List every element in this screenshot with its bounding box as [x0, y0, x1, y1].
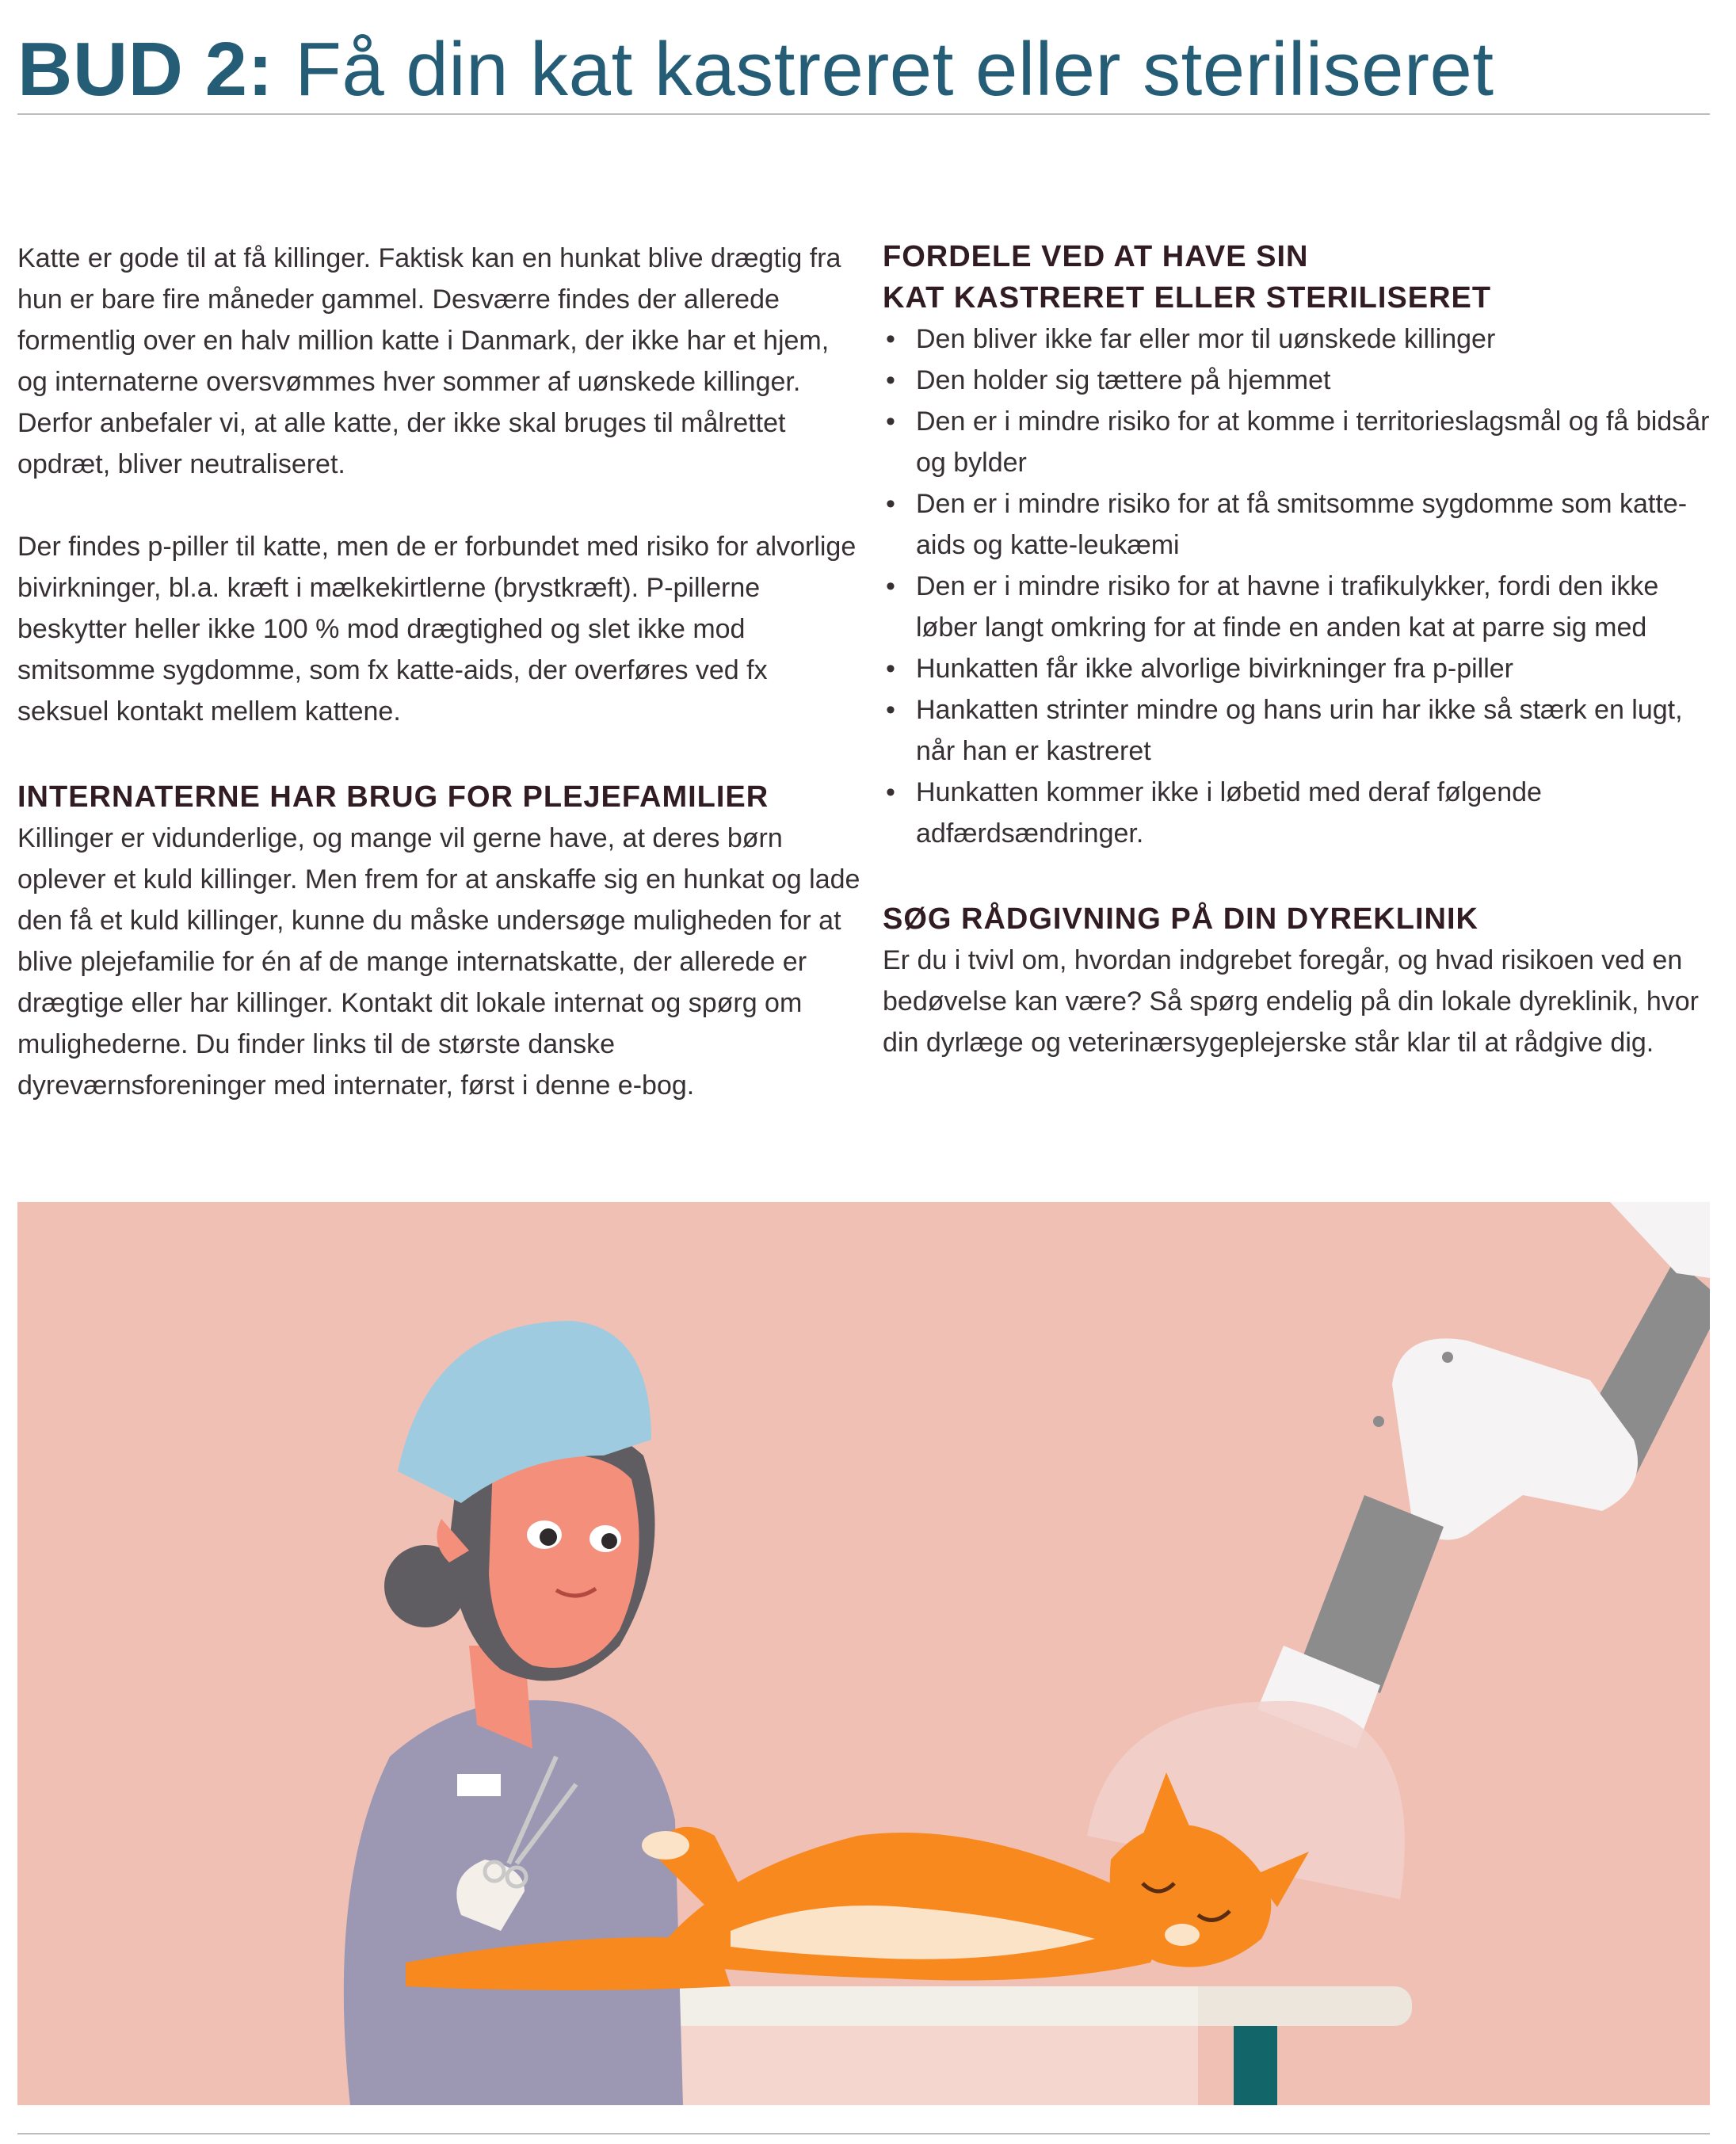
bullet-icon: • [886, 654, 895, 684]
list-item: • Den er i mindre risiko for at komme i territorieslagsmål og få bidsår og bylder [883, 401, 1715, 483]
lamp-top-joint [1610, 1202, 1710, 1278]
foster-paragraph: Killinger er vidunderlige, og mange vil gerne have, at deres børn oplever et kuld killinger. Men frem for at anskaffe sig en hunkat og lade den få et kuld killinger, kunne du måske undersøge muligheden for at blive plejefamilie for én af de mange internatskatte, der allerede er drægtige eller har killinger. Kontakt dit lokale internat og spørg om mulighederne. Du finder links til de største danske dyreværnsforeninger med internater, først i denne e-bog. [17, 823, 860, 1101]
list-item: • Den bliver ikke far eller mor til uønskede killinger [883, 319, 1715, 360]
vet-illustration [17, 1202, 1710, 2105]
title-divider [17, 113, 1710, 115]
intro-paragraph: Katte er gode til at få killinger. Faktisk kan en hunkat blive drægtig fra hun er bare fire måneder gammel. Desværre findes der allerede formentlig over en halv million katte i Danmark, der ikke har et hjem, og internaterne oversvømmes hver sommer af uønskede killinger. Derfor anbefaler vi, at alle katte, der ikke skal bruges til målrettet opdræt, bliver neutraliseret. [17, 243, 841, 479]
bullet-icon: • [886, 777, 895, 807]
cat-paw [642, 1831, 689, 1860]
page-title [17, 22, 1494, 117]
list-item: • Hankatten strinter mindre og hans urin har ikke så stærk en lugt, når han er kastreret [883, 689, 1715, 772]
bottom-divider [17, 2133, 1710, 2134]
vet-surgery-scene [17, 1202, 1710, 2105]
lamp-screw [1442, 1352, 1453, 1363]
bullet-icon: • [886, 365, 895, 395]
name-badge [457, 1774, 501, 1796]
list-item: • Den er i mindre risiko for at havne i trafikulykker, fordi den ikke løber langt omkring for at finde en anden kat at parre sig med [883, 566, 1715, 648]
pill-paragraph: Der findes p-piller til katte, men de er forbundet med risiko for alvorlige bivirkninger, bl.a. kræft i mælkekirtlerne (brystkræft). P-pillerne beskytter heller ikke 100 % mod drægtighed og slet ikke mod smitsomme sygdomme, som fx katte-aids, der overføres ved fx seksuel kontakt mellem kattene. [17, 532, 857, 727]
list-item: • Den holder sig tættere på hjemmet [883, 360, 1715, 401]
cat-muzzle [1165, 1924, 1200, 1946]
bullet-icon: • [886, 406, 895, 437]
nurse-pupil [540, 1528, 557, 1546]
bullet-icon: • [886, 571, 895, 601]
benefits-heading [883, 236, 1715, 319]
list-item: • Hunkatten kommer ikke i løbetid med deraf følgende adfærdsændringer. [883, 772, 1715, 854]
advice-paragraph: Er du i tvivl om, hvordan indgrebet foregår, og hvad risikoen ved en bedøvelse kan være? Så spørg endelig på din lokale dyreklinik, hvor din dyrlæge og veterinærsygeplejerske står klar til at rådgive dig. [883, 945, 1699, 1058]
surgical-lamp [1087, 1202, 1710, 1899]
lamp-elbow-joint [1392, 1338, 1638, 1539]
benefits-heading-line-1: FORDELE VED AT HAVE SIN [883, 240, 1309, 273]
table-leg [1234, 2020, 1277, 2105]
bullet-icon: • [886, 489, 895, 519]
benefits-list [883, 319, 1715, 854]
bullet-icon: • [886, 324, 895, 354]
bullet-icon: • [886, 695, 895, 725]
foster-heading: INTERNATERNE HAR BRUG FOR PLEJEFAMILIER [17, 780, 769, 814]
lamp-screw [1373, 1416, 1384, 1427]
right-column [883, 236, 1715, 1063]
benefits-heading-line-2: KAT KASTRERET ELLER STERILISERET [883, 281, 1492, 315]
advice-heading: SØG RÅDGIVNING PÅ DIN DYREKLINIK [883, 902, 1478, 936]
title-bud-number: BUD 2: [17, 27, 274, 112]
nurse-pupil [601, 1533, 617, 1549]
title-text: Få din kat kastreret eller steriliseret [273, 27, 1494, 112]
left-column [17, 238, 865, 1106]
list-item: • Hunkatten får ikke alvorlige bivirkninger fra p-piller [883, 648, 1715, 689]
list-item: • Den er i mindre risiko for at få smitsomme sygdomme som katte-aids og katte-leukæmi [883, 483, 1715, 566]
